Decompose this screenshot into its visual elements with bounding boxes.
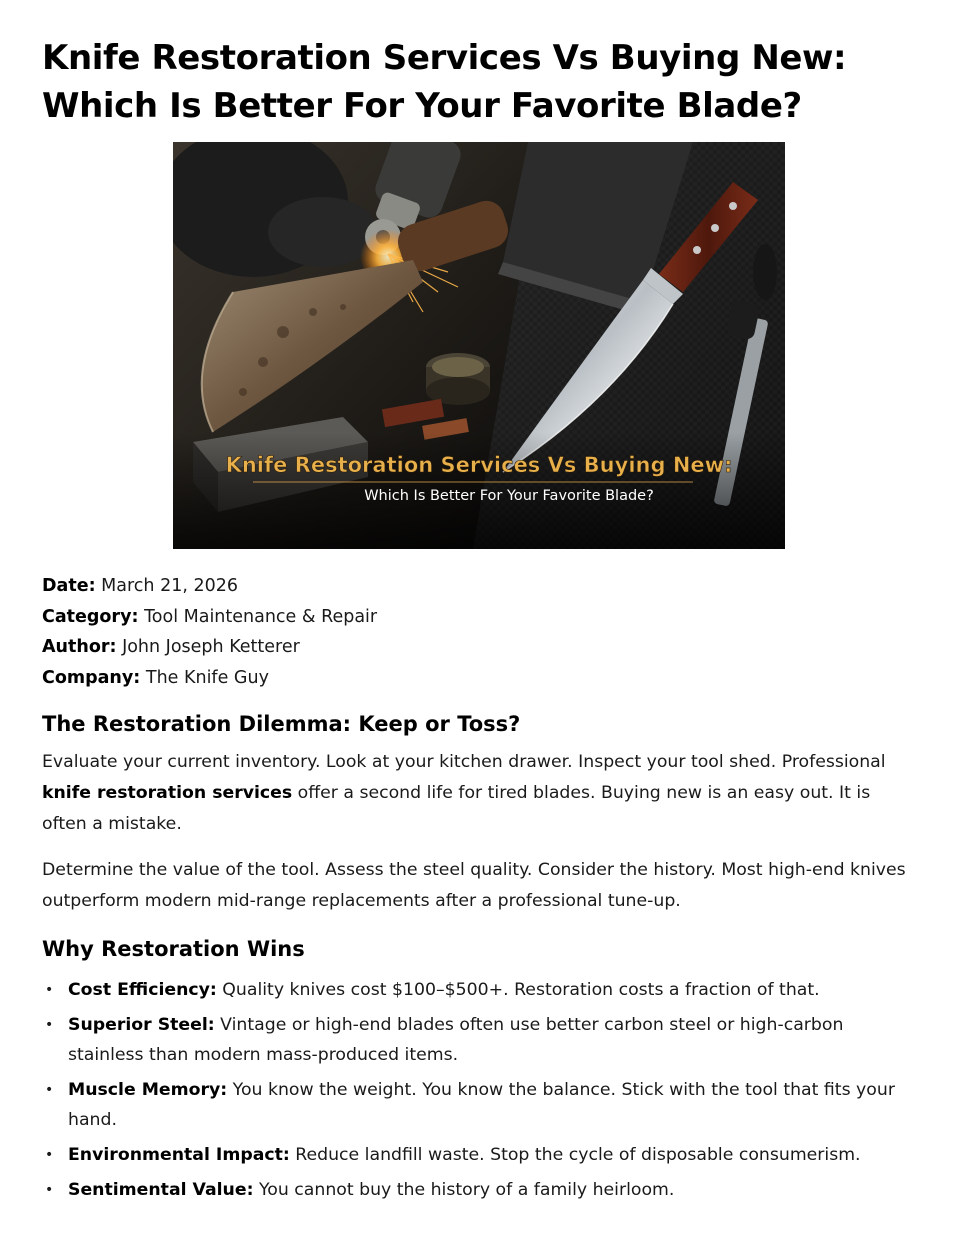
list-item: • Sentimental Value: You cannot buy the history of a family heirloom. <box>42 1175 912 1205</box>
list-item: • Environmental Impact: Reduce landfill waste. Stop the cycle of disposable consumerism. <box>42 1140 912 1170</box>
article-title: Knife Restoration Services Vs Buying New: Which Is Better For Your Favorite Blade? <box>42 38 847 126</box>
bullet-icon: • <box>45 1182 54 1198</box>
meta-date: Date: March 21, 2026 <box>42 576 238 596</box>
hero-overlay-subtitle: Which Is Better For Your Favorite Blade? <box>364 488 654 504</box>
benefits-list <box>42 975 912 1210</box>
paragraph-intro: Evaluate your current inventory. Look at your kitchen drawer. Inspect your tool shed. Professional knife restoration services offer a second life for tired blades. Buying new is an easy out. It is often a mistake. <box>42 752 886 834</box>
keyword-knife-restoration-services: knife restoration services <box>42 783 293 803</box>
bullet-icon: • <box>45 982 54 998</box>
bullet-icon: • <box>45 1017 54 1033</box>
meta-company: Company: The Knife Guy <box>42 667 269 688</box>
section-heading-dilemma: The Restoration Dilemma: Keep or Toss? <box>42 712 521 736</box>
meta-category: Category: Tool Maintenance & Repair <box>42 606 378 627</box>
section-heading-why-restoration: Why Restoration Wins <box>42 937 305 961</box>
article-meta <box>42 571 912 693</box>
hero-image <box>173 142 785 549</box>
article <box>42 0 912 1200</box>
meta-author: Author: John Joseph Ketterer <box>42 637 300 657</box>
list-item: • Superior Steel: Vintage or high-end blades often use better carbon steel or high-carbon stainless than modern mass-produced items. <box>42 1010 912 1070</box>
list-item: • Cost Efficiency: Quality knives cost $100–$500+. Restoration costs a fraction of that. <box>42 975 912 1005</box>
bullet-icon: • <box>45 1147 54 1163</box>
paragraph-value: Determine the value of the tool. Assess the steel quality. Consider the history. Most high-end knives outperform modern mid-range replacements after a professional tune-up. <box>42 860 906 911</box>
list-item: • Muscle Memory: You know the weight. You know the balance. Stick with the tool that fits your hand. <box>42 1075 912 1135</box>
bullet-icon: • <box>45 1082 54 1098</box>
hero-overlay-title: Knife Restoration Services Vs Buying New: <box>225 453 733 477</box>
